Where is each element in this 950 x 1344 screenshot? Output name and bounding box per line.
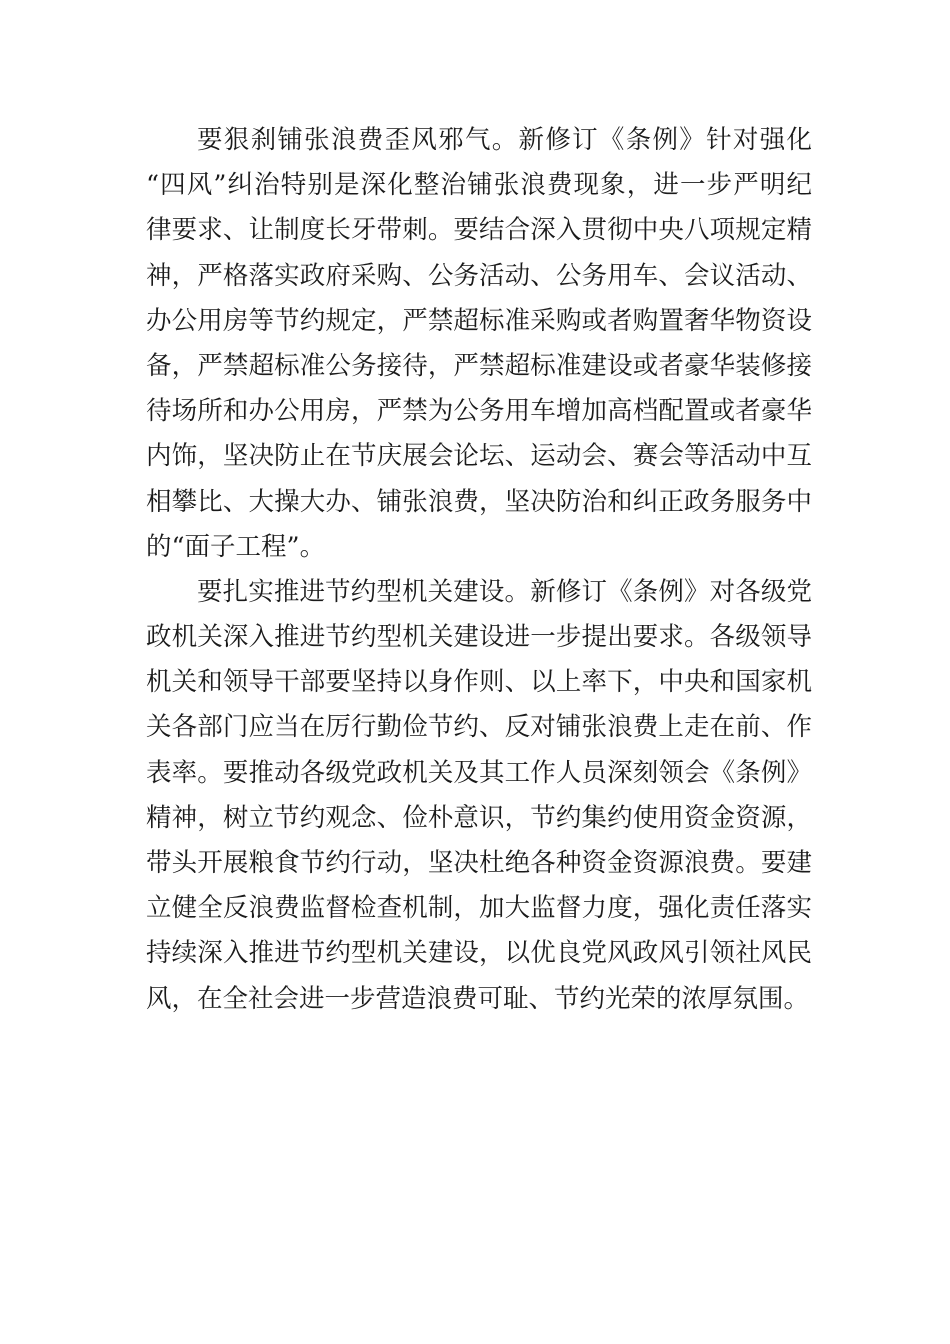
paragraph-2-line-7: 带头开展粮食节约行动，坚决杜绝各种资金资源浪费。要建: [146, 848, 812, 878]
paragraph-2-line-9: 持续深入推进节约型机关建设，以优良党风政风引领社风民: [146, 938, 812, 969]
paragraph-1-line-2: “四风”纠治特别是深化整治铺张浪费现象，进一步严明纪: [146, 170, 812, 201]
paragraph-1-line-4: 神，严格落实政府采购、公务活动、公务用车、会议活动、: [146, 260, 812, 291]
paragraph-2-line-1: 要扎实推进节约型机关建设。新修订《条例》对各级党: [197, 576, 812, 607]
paragraph-2-line-5: 表率。要推动各级党政机关及其工作人员深刻领会《条例》: [146, 757, 812, 788]
paragraph-1-line-7: 待场所和办公用房，严禁为公务用车增加高档配置或者豪华: [146, 396, 812, 427]
paragraph-1-line-1: 要狠刹铺张浪费歪风邪气。新修订《条例》针对强化: [197, 125, 812, 155]
document-body: [146, 118, 812, 1022]
paragraph-2-line-10: 风，在全社会进一步营造浪费可耻、节约光荣的浓厚氛围。: [146, 983, 810, 1014]
paragraph-2-line-3: 机关和领导干部要坚持以身作则、以上率下，中央和国家机: [146, 667, 812, 698]
paragraph-2-line-8: 立健全反浪费监督检查机制，加大监督力度，强化责任落实: [146, 893, 812, 924]
paragraph-1-line-6: 备，严禁超标准公务接待，严禁超标准建设或者豪华装修接: [146, 350, 812, 381]
paragraph-1-line-9: 相攀比、大操大办、铺张浪费，坚决防治和纠正政务服务中: [146, 486, 812, 517]
paragraph-1-line-5: 办公用房等节约规定，严禁超标准采购或者购置奢华物资设: [146, 305, 812, 336]
paragraph-2-line-6: 精神，树立节约观念、俭朴意识，节约集约使用资金资源，: [146, 802, 812, 833]
paragraph-2-line-2: 政机关深入推进节约型机关建设进一步提出要求。各级领导: [146, 622, 812, 653]
paragraph-1-line-8: 内饰，坚决防止在节庆展会论坛、运动会、赛会等活动中互: [146, 441, 812, 472]
paragraph-1-line-3: 律要求、让制度长牙带刺。要结合深入贯彻中央八项规定精: [146, 215, 812, 246]
paragraph-1-line-10: 的“面子工程”。: [146, 531, 326, 562]
paragraph-2-line-4: 关各部门应当在厉行勤俭节约、反对铺张浪费上走在前、作: [146, 712, 812, 743]
